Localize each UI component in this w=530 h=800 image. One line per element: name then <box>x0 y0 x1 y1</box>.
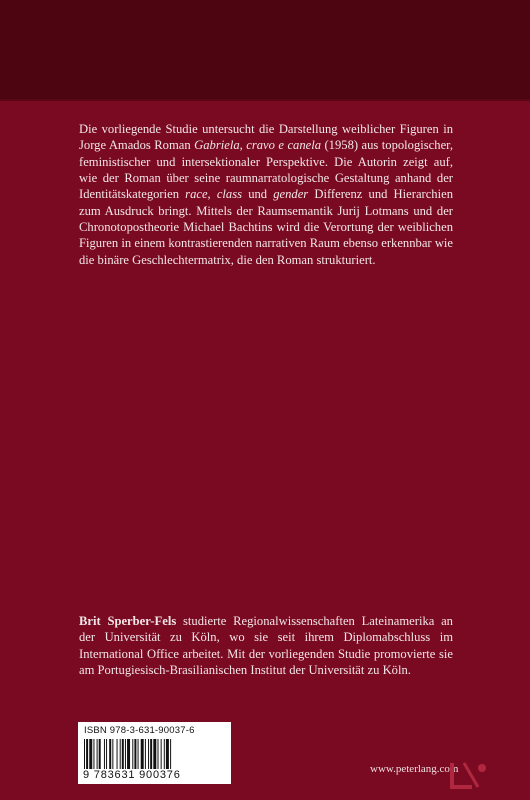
barcode <box>84 739 225 769</box>
italic-term: race, class <box>185 187 243 202</box>
publisher-website[interactable]: www.peterlang.com <box>370 763 459 775</box>
italic-term: Gabriela, cravo e canela <box>194 138 322 153</box>
author-bio-paragraph <box>79 613 453 678</box>
top-dark-band <box>0 0 530 100</box>
abstract-text: Differenz und Hierarchien zum Ausdruck bringt. Mittels der Raumsemantik Jurij Lotmans und der Chronotopostheorie Michael Bachtins wird die Verortung der weiblichen Figuren in einem kontrastierenden narrativen Raum ebenso erkennbar wie die binäre Geschlechtermatrix, die den Roman strukturiert. <box>79 187 453 267</box>
abstract-text: Die vorliegende Studie untersucht die Darstellung weiblicher Figuren in Jorge Amados Roman <box>79 122 453 153</box>
author-name: Brit Sperber-Fels <box>79 614 177 628</box>
abstract-paragraph <box>79 121 453 268</box>
barcode-digits: 9 783631 900376 <box>83 769 181 781</box>
author-bio-text: studierte Regionalwissenschaften Lateinamerika an der Universität zu Köln, wo sie seit ihrem Diplomabschluss im International Office arbeitet. Mit der vorliegenden Studie promovierte sie am Portugiesisch-Brasilianischen Institut der Universität zu Köln. <box>79 614 453 678</box>
abstract-text: (1958) aus topologischer, feministischer und intersektionaler Perspektive. Die Autorin zeigt auf, wie der Roman über seine raumnarratologische Gestaltung anhand der Identitätskategorien <box>79 138 453 202</box>
isbn-number: ISBN 978-3-631-90037-6 <box>84 725 195 736</box>
abstract-text: und <box>242 187 274 202</box>
isbn-barcode-label <box>78 722 231 784</box>
italic-term: gender <box>273 187 309 202</box>
band-divider <box>0 99 530 101</box>
peter-lang-logo-icon <box>438 760 490 790</box>
